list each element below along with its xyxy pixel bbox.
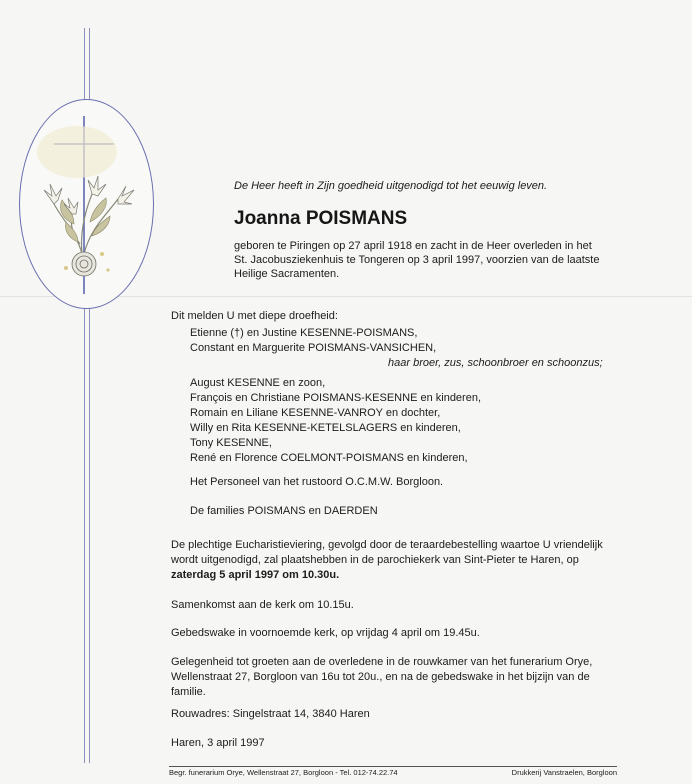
printer-text: Drukkerij Vanstraelen, Borgloon: [511, 768, 617, 777]
intro-text: De Heer heeft in Zijn goedheid uitgenodigd tot het eeuwig leven.: [234, 180, 548, 192]
siblings-role: haar broer, zus, schoonbroer en schoonzus;: [388, 357, 603, 369]
viewing-line: Wellenstraat 27, Borgloon van 16u tot 20u., en na de gebedswake in het bijzijn van de: [171, 671, 590, 683]
gathering-text: Samenkomst aan de kerk om 10.15u.: [171, 599, 354, 611]
family-member: August KESENNE en zoon,: [190, 377, 326, 389]
place-date-text: Haren, 3 april 1997: [171, 737, 265, 749]
family-member: René en Florence COELMONT-POISMANS en kinderen,: [190, 452, 468, 464]
family-member: Romain en Liliane KESENNE-VANROY en dochter,: [190, 407, 441, 419]
families-text: De families POISMANS en DAERDEN: [190, 505, 378, 517]
wake-text: Gebedswake in voornoemde kerk, op vrijdag 4 april om 19.45u.: [171, 627, 480, 639]
address-text: Rouwadres: Singelstraat 14, 3840 Haren: [171, 708, 370, 720]
viewing-line: familie.: [171, 686, 206, 698]
service-line: wordt uitgenodigd, zal plaatshebben in de parochiekerk van Sint-Pieter te Haren, op: [171, 554, 579, 566]
footer: [169, 766, 617, 781]
staff-text: Het Personeel van het rustoord O.C.M.W. Borgloon.: [190, 476, 444, 488]
family-sibling: Etienne (†) en Justine KESENNE-POISMANS,: [190, 327, 418, 339]
viewing-line: Gelegenheid tot groeten aan de overledene in de rouwkamer van het funerarium Orye,: [171, 656, 593, 668]
cross-lily-ornament: [22, 104, 150, 304]
service-line: De plechtige Eucharistieviering, gevolgd door de teraardebestelling waartoe U vriendelijk: [171, 539, 603, 551]
bio-line: Heilige Sacramenten.: [234, 268, 340, 280]
rose-icon: [72, 252, 96, 276]
service-date: zaterdag 5 april 1997 om 10.30u.: [171, 569, 340, 581]
announce-text: Dit melden U met diepe droefheid:: [171, 310, 338, 322]
first-name: Joanna: [234, 208, 301, 229]
bio-line: St. Jacobusziekenhuis te Tongeren op 3 april 1997, voorzien van de laatste: [234, 254, 600, 266]
last-name: POISMANS: [305, 208, 408, 229]
deceased-name: [234, 208, 407, 230]
family-member: François en Christiane POISMANS-KESENNE en kinderen,: [190, 392, 482, 404]
bio-line: geboren te Piringen op 27 april 1918 en zacht in de Heer overleden in het: [234, 240, 592, 252]
family-member: Willy en Rita KESENNE-KETELSLAGERS en kinderen,: [190, 422, 461, 434]
family-sibling: Constant en Marguerite POISMANS-VANSICHEN,: [190, 342, 437, 354]
funeral-home-text: Begr. funerarium Orye, Wellenstraat 27, Borgloon - Tel. 012-74.22.74: [169, 768, 398, 777]
family-member: Tony KESENNE,: [190, 437, 272, 449]
